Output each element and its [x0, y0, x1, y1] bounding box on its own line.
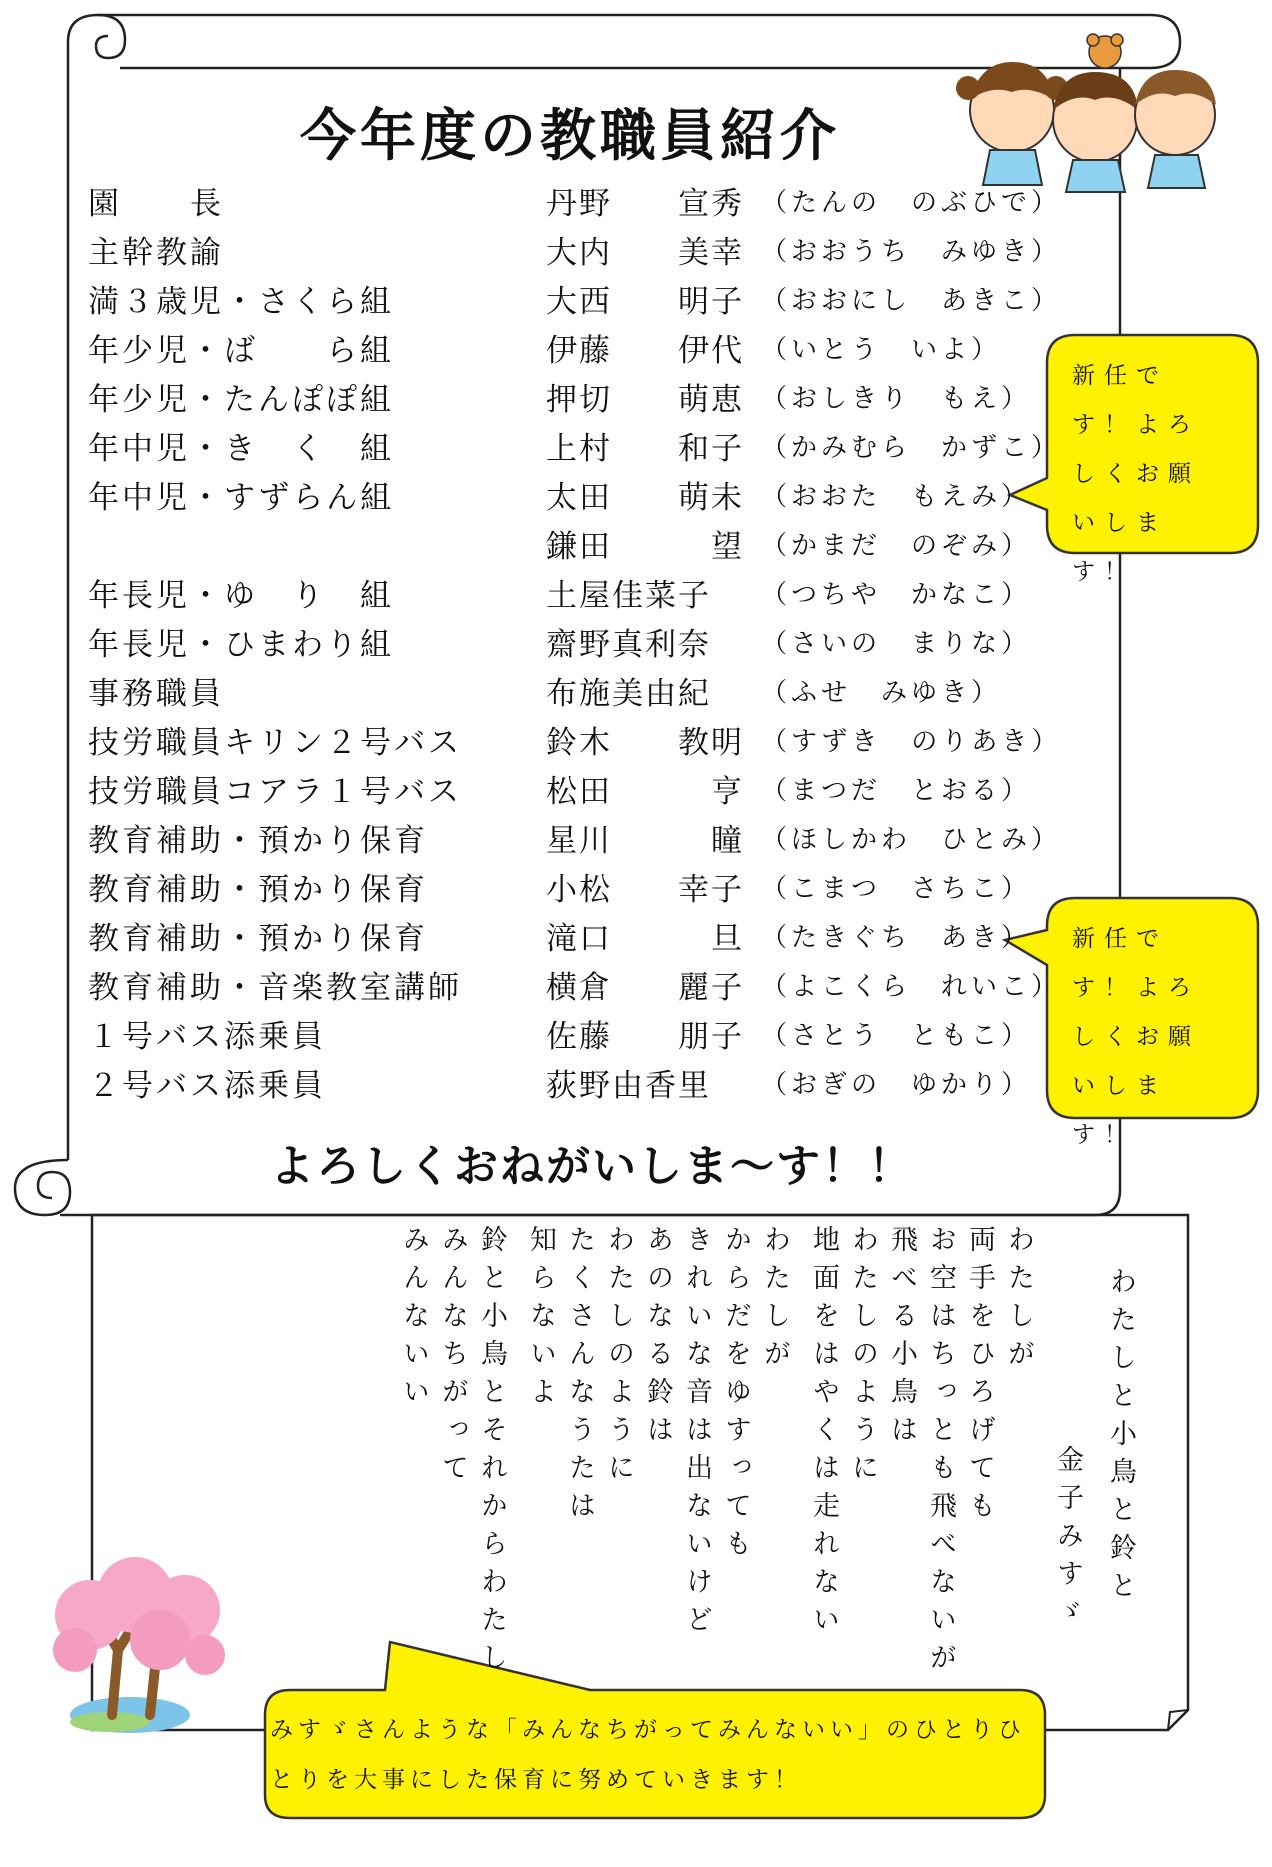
staff-name: 星川 瞳	[546, 823, 744, 859]
poem-line: 飛べる小鳥は	[886, 1225, 917, 1453]
staff-row	[88, 1011, 1068, 1060]
staff-row	[88, 472, 1068, 521]
staff-reading: （ふせ みゆき）	[761, 678, 1002, 708]
staff-reading: （かまだ のぞみ）	[761, 531, 1032, 561]
staff-name: 小松 幸子	[546, 872, 744, 908]
staff-row	[88, 227, 1068, 276]
staff-role: 満３歳児・さくら組	[88, 284, 394, 320]
staff-name: 大西 明子	[546, 284, 744, 320]
staff-reading: （ほしかわ ひとみ）	[761, 825, 1062, 855]
staff-name: 上村 和子	[546, 431, 744, 467]
staff-name: 鎌田 望	[546, 529, 744, 565]
staff-reading: （おぎの ゆかり）	[761, 1070, 1032, 1100]
staff-row	[88, 521, 1068, 570]
page-title: 今年度の教職員紹介	[300, 104, 840, 169]
staff-reading: （かみむら かずこ）	[761, 433, 1062, 463]
staff-name: 押切 萌恵	[546, 382, 744, 418]
staff-reading: （さいの まりな）	[761, 629, 1032, 659]
staff-name: 鈴木 教明	[546, 725, 744, 761]
staff-name: 滝口 旦	[546, 921, 744, 957]
staff-name: 丹野 宣秀	[546, 186, 744, 222]
staff-reading: （つちや かなこ）	[761, 580, 1032, 610]
staff-reading: （おおうち みゆき）	[761, 237, 1062, 267]
closing-greeting: よろしくおねがいしま～す！！	[270, 1141, 914, 1192]
poem	[110, 1225, 1140, 1695]
staff-row	[88, 815, 1068, 864]
staff-reading: （こまつ さちこ）	[761, 874, 1032, 904]
staff-name: 横倉 麗子	[546, 970, 744, 1006]
staff-reading: （おしきり もえ）	[761, 384, 1032, 414]
staff-role: 年長児・ゆ り 組	[88, 578, 394, 614]
staff-name: 大内 美幸	[546, 235, 744, 271]
staff-row	[88, 913, 1068, 962]
staff-name: 荻野由香里	[546, 1068, 711, 1104]
staff-row	[88, 1060, 1068, 1109]
new-staff-bubble-text-2: 新任です！よろしくお願いします！	[1072, 926, 1200, 1148]
staff-role: 年少児・たんぽぽ組	[88, 382, 394, 418]
staff-name: 土屋佳菜子	[546, 578, 711, 614]
staff-role: 主幹教諭	[88, 235, 224, 271]
staff-row	[88, 864, 1068, 913]
poem-line: からだをゆすっても	[720, 1225, 751, 1567]
staff-role: 技労職員コアラ１号バス	[88, 774, 462, 810]
poem-line: お空はちっとも飛べないが	[925, 1225, 956, 1681]
staff-reading: （さとう ともこ）	[761, 1021, 1032, 1051]
staff-row	[88, 178, 1068, 227]
poem-line: あのなる鈴は	[642, 1225, 673, 1453]
staff-row	[88, 276, 1068, 325]
poem-line: 地面をはやくは走れない	[808, 1225, 839, 1643]
poem-title: わたしと小鳥と鈴と	[1105, 1267, 1136, 1609]
staff-role: 年長児・ひまわり組	[88, 627, 394, 663]
staff-name: 齋野真利奈	[546, 627, 711, 663]
poem-line: 知らないよ	[525, 1225, 556, 1415]
new-staff-bubble-text-1: 新任です！よろしくお願いします！	[1072, 363, 1200, 585]
staff-role: ２号バス添乗員	[88, 1068, 326, 1104]
staff-name: 佐藤 朋子	[546, 1019, 744, 1055]
staff-role: 教育補助・預かり保育	[88, 921, 428, 957]
poem-line: きれいな音は出ないけど	[681, 1225, 712, 1643]
staff-row	[88, 766, 1068, 815]
staff-reading: （たきぐち あき）	[761, 923, 1032, 953]
staff-row	[88, 325, 1068, 374]
staff-name: 松田 亨	[546, 774, 744, 810]
staff-reading: （おおた もえみ）	[761, 482, 1032, 512]
staff-reading: （まつだ とおる）	[761, 776, 1032, 806]
staff-name: 太田 萌未	[546, 480, 744, 516]
poem-line: たくさんなうたは	[564, 1225, 595, 1529]
poem-line: みんないい	[398, 1225, 429, 1415]
staff-name: 伊藤 伊代	[546, 333, 744, 369]
staff-reading: （いとう いよ）	[761, 335, 1002, 365]
staff-reading: （すずき のりあき）	[761, 727, 1062, 757]
poem-line: 両手をひろげても	[964, 1225, 995, 1529]
poem-line: わたしが	[759, 1225, 790, 1377]
staff-row	[88, 717, 1068, 766]
staff-row	[88, 570, 1068, 619]
staff-role: 事務職員	[88, 676, 224, 712]
staff-role: 教育補助・預かり保育	[88, 823, 428, 859]
staff-role: 年中児・き く 組	[88, 431, 394, 467]
staff-reading: （おおにし あきこ）	[761, 286, 1062, 316]
poem-line: 鈴と小鳥とそれからわたし	[476, 1225, 507, 1681]
staff-role: 園 長	[88, 186, 224, 222]
staff-reading: （よこくら れいこ）	[761, 972, 1062, 1002]
staff-role: 教育補助・音楽教室講師	[88, 970, 462, 1006]
poem-line: わたしが	[1003, 1225, 1034, 1377]
staff-row	[88, 619, 1068, 668]
note-text: みすゞさんような「みんなちがってみんないい」のひとりひとりを大事にした保育に努めていきます！	[270, 1717, 1026, 1793]
staff-role: 技労職員キリン２号バス	[88, 725, 462, 761]
staff-role: 年中児・すずらん組	[88, 480, 395, 516]
staff-role: 年少児・ば ら組	[88, 333, 394, 369]
staff-row	[88, 962, 1068, 1011]
poem-line: わたしのように	[847, 1225, 878, 1491]
poem-line: みんなちがって	[437, 1225, 468, 1491]
staff-reading: （たんの のぶひで）	[761, 188, 1062, 218]
staff-list	[88, 178, 1068, 1109]
staff-role: １号バス添乗員	[88, 1019, 326, 1055]
staff-role: 教育補助・預かり保育	[88, 872, 428, 908]
poem-line: わたしのように	[603, 1225, 634, 1491]
staff-row	[88, 374, 1068, 423]
staff-row	[88, 423, 1068, 472]
staff-name: 布施美由紀	[546, 676, 711, 712]
poem-author: 金子みすゞ	[1052, 1445, 1083, 1635]
staff-row	[88, 668, 1068, 717]
